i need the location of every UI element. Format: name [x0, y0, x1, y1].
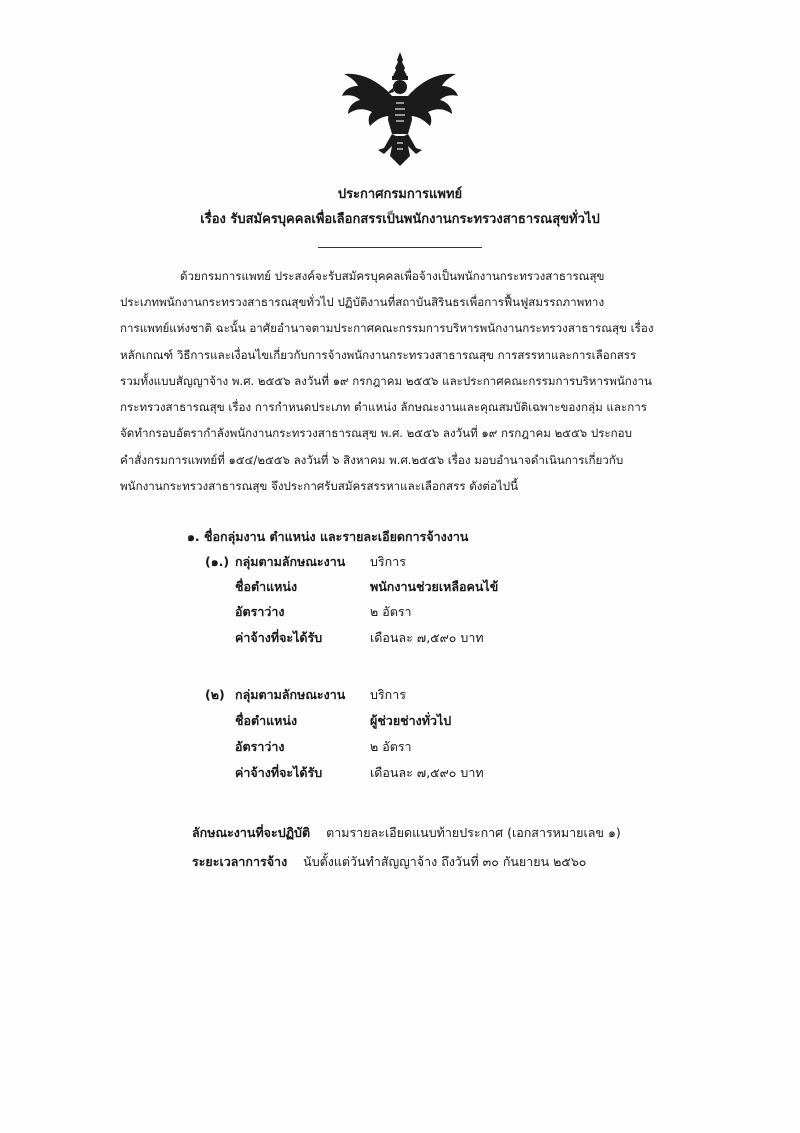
period-row	[192, 852, 586, 872]
job-wage-label: ค่าจ้างที่จะได้รับ	[235, 765, 323, 780]
body-line-7: จัดทำกรอบอัตรากำลังพนักงานกระทรวงสาธารณสุข พ.ศ. ๒๕๕๖ ลงวันที่ ๑๙ กรกฎาคม ๒๕๕๖ ประกอบ	[120, 426, 633, 440]
job-vacancy-label: อัตราว่าง	[235, 739, 285, 754]
job-position-value: พนักงานช่วยเหลือคนไข้	[370, 579, 499, 594]
section-heading: ๑. ชื่อกลุ่มงาน ตำแหน่ง และรายละเอียดการจ้างงาน	[187, 529, 469, 544]
job-position-label: ชื่อตำแหน่ง	[235, 713, 298, 728]
body-line-1: ด้วยกรมการแพทย์ ประสงค์จะรับสมัครบุคคลเพื่อจ้างเป็นพนักงานกระทรวงสาธารณสุข	[180, 269, 605, 283]
job-2-vacancy-row	[205, 737, 705, 757]
job-group-label: กลุ่มตามลักษณะงาน	[235, 687, 346, 702]
garuda-emblem-icon	[338, 50, 462, 168]
title-divider	[318, 247, 482, 248]
job-2-group-row	[205, 685, 705, 705]
job-group-value: บริการ	[370, 687, 406, 702]
job-wage-label: ค่าจ้างที่จะได้รับ	[235, 630, 323, 645]
job-vacancy-label: อัตราว่าง	[235, 604, 285, 619]
job-1-wage-row	[205, 628, 705, 648]
duty-value: ตามรายละเอียดแนบท้ายประกาศ (เอกสารหมายเลข ๑)	[326, 825, 621, 840]
job-wage-value: เดือนละ ๗,๕๙๐ บาท	[370, 630, 484, 645]
job-1-position-row	[205, 577, 705, 597]
job-vacancy-value: ๒ อัตรา	[370, 604, 412, 619]
body-line-4: หลักเกณฑ์ วิธีการและเงื่อนไขเกี่ยวกับการจ้างพนักงานกระทรวงสาธารณสุข การสรรหาและการเลือกสรร	[120, 348, 637, 362]
body-line-8: คำสั่งกรมการแพทย์ที่ ๑๕๔/๒๕๕๖ ลงวันที่ ๖ สิงหาคม พ.ศ.๒๕๕๖ เรื่อง มอบอำนาจดำเนินการเกี่ยวกับ	[120, 453, 624, 467]
body-line-2: ประเภทพนักงานกระทรวงสาธารณสุขทั่วไป ปฏิบัติงานที่สถาบันสิรินธรเพื่อการฟื้นฟูสมรรถภาพทาง	[120, 295, 605, 309]
period-value: นับตั้งแต่วันทำสัญญาจ้าง ถึงวันที่ ๓๐ กันยายน ๒๕๖๐	[303, 854, 587, 869]
duty-label: ลักษณะงานที่จะปฏิบัติ	[192, 825, 311, 840]
job-group-label: กลุ่มตามลักษณะงาน	[235, 554, 346, 569]
announcement-subject: เรื่อง รับสมัครบุคคลเพื่อเลือกสรรเป็นพนักงานกระทรวงสาธารณสุขทั่วไป	[200, 212, 600, 227]
job-2-wage-row	[205, 763, 705, 783]
job-position-value: ผู้ช่วยช่างทั่วไป	[370, 713, 452, 728]
job-vacancy-value: ๒ อัตรา	[370, 739, 412, 754]
job-group-value: บริการ	[370, 554, 406, 569]
job-2-position-row	[205, 711, 705, 731]
job-1-vacancy-row	[205, 602, 705, 622]
body-line-5: รวมทั้งแบบสัญญาจ้าง พ.ศ. ๒๕๕๖ ลงวันที่ ๑๙ กรกฎาคม ๒๕๕๖ และประกาศคณะกรรมการบริหารพนักงาน	[120, 374, 652, 388]
job-position-label: ชื่อตำแหน่ง	[235, 579, 298, 594]
job-wage-value: เดือนละ ๗,๕๙๐ บาท	[370, 765, 484, 780]
job-index: (๑.)	[205, 554, 230, 569]
announcement-title: ประกาศกรมการแพทย์	[337, 187, 463, 202]
body-line-3: การแพทย์แห่งชาติ ฉะนั้น อาศัยอำนาจตามประกาศคณะกรรมการบริหารพนักงานกระทรวงสาธารณสุข เรื่อง	[120, 321, 654, 335]
period-label: ระยะเวลาการจ้าง	[192, 854, 288, 869]
job-index: (๒)	[205, 687, 225, 702]
body-line-6: กระทรวงสาธารณสุข เรื่อง การกำหนดประเภท ตำแหน่ง ลักษณะงานและคุณสมบัติเฉพาะของกลุ่ม และการ	[120, 400, 647, 414]
duty-row	[192, 823, 621, 843]
body-line-9: พนักงานกระทรวงสาธารณสุข จึงประกาศรับสมัครสรรหาและเลือกสรร ดังต่อไปนี้	[120, 479, 519, 493]
job-1-group-row	[205, 552, 705, 572]
